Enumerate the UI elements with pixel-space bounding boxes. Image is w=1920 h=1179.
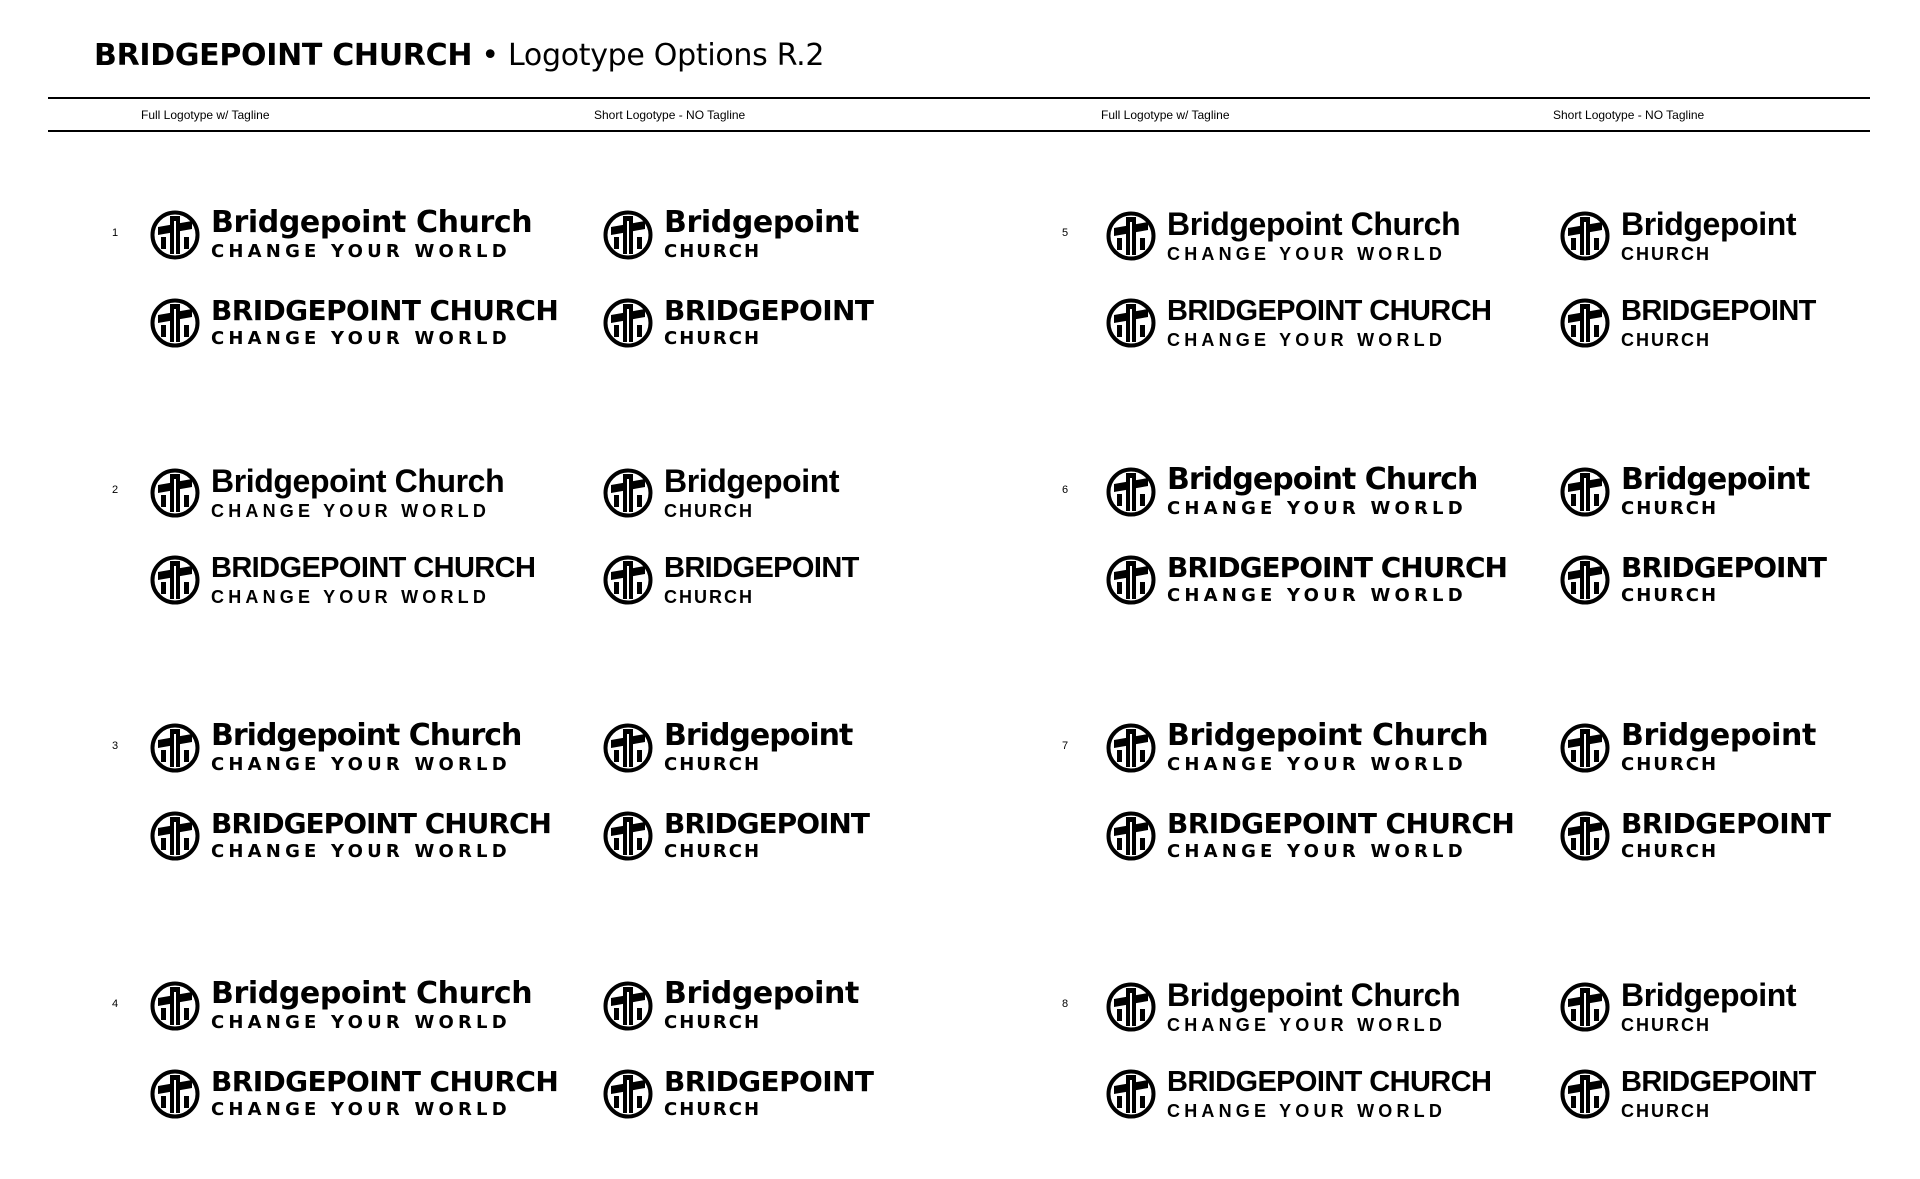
logo-tagline: CHANGE YOUR WORLD xyxy=(211,1099,511,1120)
logo-name: BRIDGEPOINT CHURCH xyxy=(211,294,559,327)
full-logotype-mixed-case xyxy=(1106,462,1478,519)
circle-cross-logo-icon xyxy=(1106,723,1156,773)
logo-name: Bridgepoint Church xyxy=(1167,718,1489,753)
logo-tagline: CHANGE YOUR WORLD xyxy=(1167,330,1447,350)
logo-wordmark xyxy=(1621,1068,1816,1120)
logo-name: BRIDGEPOINT CHURCH xyxy=(1167,295,1492,327)
circle-cross-logo-icon xyxy=(150,298,200,348)
full-logotype-mixed-case xyxy=(150,465,504,520)
circle-cross-logo-icon xyxy=(1560,555,1610,605)
logo-tagline: CHANGE YOUR WORLD xyxy=(1167,1101,1447,1121)
logo-wordmark xyxy=(211,465,504,520)
page-title-separator: • xyxy=(472,38,509,73)
logo-tagline: CHURCH xyxy=(1621,1101,1711,1121)
full-logotype-all-caps xyxy=(1106,297,1491,349)
logo-wordmark xyxy=(1621,208,1796,263)
short-logotype-all-caps xyxy=(603,554,859,606)
circle-cross-logo-icon xyxy=(603,298,653,348)
logo-wordmark xyxy=(211,976,533,1033)
logo-wordmark xyxy=(1621,718,1816,775)
header-rule-top xyxy=(48,97,1870,99)
logo-name: BRIDGEPOINT xyxy=(664,807,869,840)
logo-tagline: CHANGE YOUR WORLD xyxy=(211,1012,511,1033)
circle-cross-logo-icon xyxy=(1560,811,1610,861)
full-logotype-mixed-case xyxy=(1106,208,1460,263)
logo-name: Bridgepoint xyxy=(1621,977,1797,1013)
circle-cross-logo-icon xyxy=(150,1069,200,1119)
logo-wordmark xyxy=(1621,462,1810,519)
logo-wordmark xyxy=(664,807,869,862)
logo-wordmark xyxy=(664,718,853,775)
logo-wordmark xyxy=(1167,979,1460,1034)
full-logotype-mixed-case xyxy=(150,205,533,262)
logo-tagline: CHANGE YOUR WORLD xyxy=(211,754,511,775)
circle-cross-logo-icon xyxy=(150,210,200,260)
page-title-subtitle: Logotype Options R.2 xyxy=(508,38,825,73)
column-header-short-left: Short Logotype - NO Tagline xyxy=(594,108,746,122)
circle-cross-logo-icon xyxy=(1106,298,1156,348)
logo-name: Bridgepoint Church xyxy=(211,463,505,499)
short-logotype-all-caps xyxy=(1560,807,1831,862)
logo-tagline: CHURCH xyxy=(664,587,754,607)
logo-tagline: CHANGE YOUR WORLD xyxy=(1167,585,1467,606)
circle-cross-logo-icon xyxy=(1106,811,1156,861)
logo-wordmark xyxy=(211,807,551,862)
logo-tagline: CHURCH xyxy=(1621,1015,1711,1035)
circle-cross-logo-icon xyxy=(1560,211,1610,261)
logo-name: BRIDGEPOINT CHURCH xyxy=(1167,1066,1492,1098)
logo-wordmark xyxy=(664,294,874,349)
logo-name: Bridgepoint Church xyxy=(1167,462,1478,497)
logo-tagline: CHANGE YOUR WORLD xyxy=(211,587,491,607)
short-logotype-all-caps xyxy=(603,1065,874,1120)
logo-name: BRIDGEPOINT CHURCH xyxy=(211,552,536,584)
circle-cross-logo-icon xyxy=(1106,555,1156,605)
logo-name: Bridgepoint xyxy=(664,205,859,240)
logo-wordmark xyxy=(1167,297,1491,349)
short-logotype-all-caps xyxy=(1560,551,1826,606)
logo-tagline: CHANGE YOUR WORLD xyxy=(1167,841,1467,862)
column-header-short-right: Short Logotype - NO Tagline xyxy=(1553,108,1705,122)
logo-wordmark xyxy=(1167,551,1507,606)
logo-tagline: CHURCH xyxy=(1621,841,1719,862)
logo-tagline: CHURCH xyxy=(664,1099,762,1120)
logo-wordmark xyxy=(1167,718,1489,775)
logo-tagline: CHANGE YOUR WORLD xyxy=(211,328,511,349)
short-logotype-mixed-case xyxy=(603,718,853,775)
logo-name: BRIDGEPOINT CHURCH xyxy=(1167,807,1515,840)
header-rule-bottom xyxy=(48,130,1870,132)
short-logotype-mixed-case xyxy=(1560,208,1796,263)
logo-name: BRIDGEPOINT CHURCH xyxy=(211,1065,559,1098)
circle-cross-logo-icon xyxy=(1560,723,1610,773)
short-logotype-mixed-case xyxy=(1560,979,1796,1034)
logo-tagline: CHANGE YOUR WORLD xyxy=(211,241,511,262)
logo-tagline: CHURCH xyxy=(1621,585,1719,606)
short-logotype-mixed-case xyxy=(1560,718,1816,775)
circle-cross-logo-icon xyxy=(150,811,200,861)
full-logotype-mixed-case xyxy=(1106,718,1489,775)
logo-tagline: CHANGE YOUR WORLD xyxy=(1167,1015,1447,1035)
logo-name: BRIDGEPOINT xyxy=(1621,807,1831,840)
logo-tagline: CHURCH xyxy=(664,328,762,349)
logo-name: BRIDGEPOINT xyxy=(664,294,874,327)
page-title-brand: BRIDGEPOINT CHURCH xyxy=(94,38,473,73)
circle-cross-logo-icon xyxy=(1560,467,1610,517)
logo-wordmark xyxy=(1167,1068,1491,1120)
logo-name: Bridgepoint xyxy=(1621,718,1816,753)
short-logotype-all-caps xyxy=(603,294,874,349)
logo-tagline: CHURCH xyxy=(664,841,762,862)
short-logotype-all-caps xyxy=(1560,1068,1816,1120)
full-logotype-all-caps xyxy=(1106,1068,1491,1120)
circle-cross-logo-icon xyxy=(603,981,653,1031)
full-logotype-mixed-case xyxy=(1106,979,1460,1034)
logo-name: BRIDGEPOINT CHURCH xyxy=(1167,551,1507,584)
logo-name: BRIDGEPOINT xyxy=(1621,1066,1816,1098)
circle-cross-logo-icon xyxy=(1106,467,1156,517)
option-number: 2 xyxy=(111,484,119,496)
full-logotype-mixed-case xyxy=(150,718,522,775)
full-logotype-all-caps xyxy=(150,554,535,606)
page-title xyxy=(94,38,824,73)
logo-wordmark xyxy=(1167,807,1515,862)
logo-wordmark xyxy=(1167,208,1460,263)
logo-wordmark xyxy=(664,465,839,520)
short-logotype-all-caps xyxy=(603,807,869,862)
logo-wordmark xyxy=(664,205,859,262)
logo-name: BRIDGEPOINT xyxy=(664,552,859,584)
full-logotype-all-caps xyxy=(150,294,559,349)
circle-cross-logo-icon xyxy=(1560,1069,1610,1119)
logo-tagline: CHURCH xyxy=(1621,754,1719,775)
logo-wordmark xyxy=(211,554,535,606)
logo-wordmark xyxy=(211,205,533,262)
logo-tagline: CHURCH xyxy=(1621,330,1711,350)
logo-name: BRIDGEPOINT xyxy=(1621,551,1826,584)
logo-wordmark xyxy=(664,1065,874,1120)
full-logotype-mixed-case xyxy=(150,976,533,1033)
circle-cross-logo-icon xyxy=(150,555,200,605)
logo-wordmark xyxy=(664,554,859,606)
logo-tagline: CHANGE YOUR WORLD xyxy=(211,501,491,521)
short-logotype-mixed-case xyxy=(603,205,859,262)
circle-cross-logo-icon xyxy=(603,723,653,773)
short-logotype-all-caps xyxy=(1560,297,1816,349)
logo-wordmark xyxy=(211,294,559,349)
logo-name: BRIDGEPOINT xyxy=(1621,295,1816,327)
logo-name: Bridgepoint xyxy=(664,976,859,1011)
logo-wordmark xyxy=(1167,462,1478,519)
option-number: 4 xyxy=(111,998,119,1010)
logo-tagline: CHANGE YOUR WORLD xyxy=(1167,244,1447,264)
logo-name: Bridgepoint xyxy=(1621,462,1810,497)
logo-name: Bridgepoint xyxy=(1621,206,1797,242)
logo-name: BRIDGEPOINT xyxy=(664,1065,874,1098)
option-number: 7 xyxy=(1061,740,1069,752)
logo-tagline: CHURCH xyxy=(664,1012,762,1033)
circle-cross-logo-icon xyxy=(1106,1069,1156,1119)
logo-tagline: CHURCH xyxy=(1621,244,1711,264)
circle-cross-logo-icon xyxy=(150,468,200,518)
full-logotype-all-caps xyxy=(150,807,551,862)
logo-tagline: CHURCH xyxy=(664,241,762,262)
logo-name: Bridgepoint Church xyxy=(211,976,533,1011)
option-number: 1 xyxy=(111,227,119,239)
short-logotype-mixed-case xyxy=(603,976,859,1033)
logo-name: Bridgepoint Church xyxy=(1167,977,1461,1013)
circle-cross-logo-icon xyxy=(603,1069,653,1119)
circle-cross-logo-icon xyxy=(1560,982,1610,1032)
logo-wordmark xyxy=(211,1065,559,1120)
circle-cross-logo-icon xyxy=(603,555,653,605)
column-header-full-left: Full Logotype w/ Tagline xyxy=(141,108,270,122)
full-logotype-all-caps xyxy=(1106,807,1515,862)
logo-wordmark xyxy=(1621,551,1826,606)
logo-name: Bridgepoint xyxy=(664,463,840,499)
option-number: 8 xyxy=(1061,998,1069,1010)
logo-tagline: CHANGE YOUR WORLD xyxy=(211,841,511,862)
logo-name: BRIDGEPOINT CHURCH xyxy=(211,807,551,840)
logo-name: Bridgepoint Church xyxy=(211,718,522,753)
full-logotype-all-caps xyxy=(1106,551,1507,606)
logo-wordmark xyxy=(1621,297,1816,349)
logo-name: Bridgepoint xyxy=(664,718,853,753)
short-logotype-mixed-case xyxy=(603,465,839,520)
circle-cross-logo-icon xyxy=(1106,211,1156,261)
logo-tagline: CHURCH xyxy=(664,754,762,775)
option-number: 6 xyxy=(1061,484,1069,496)
circle-cross-logo-icon xyxy=(603,210,653,260)
logo-name: Bridgepoint Church xyxy=(211,205,533,240)
logo-wordmark xyxy=(1621,807,1831,862)
logo-tagline: CHANGE YOUR WORLD xyxy=(1167,498,1467,519)
logo-tagline: CHANGE YOUR WORLD xyxy=(1167,754,1467,775)
short-logotype-mixed-case xyxy=(1560,462,1810,519)
circle-cross-logo-icon xyxy=(1560,298,1610,348)
full-logotype-all-caps xyxy=(150,1065,559,1120)
circle-cross-logo-icon xyxy=(603,468,653,518)
circle-cross-logo-icon xyxy=(150,723,200,773)
logo-wordmark xyxy=(664,976,859,1033)
logo-tagline: CHURCH xyxy=(1621,498,1719,519)
circle-cross-logo-icon xyxy=(150,981,200,1031)
column-header-full-right: Full Logotype w/ Tagline xyxy=(1101,108,1230,122)
circle-cross-logo-icon xyxy=(1106,982,1156,1032)
option-number: 3 xyxy=(111,740,119,752)
option-number: 5 xyxy=(1061,227,1069,239)
logo-name: Bridgepoint Church xyxy=(1167,206,1461,242)
logo-tagline: CHURCH xyxy=(664,501,754,521)
logo-wordmark xyxy=(1621,979,1796,1034)
circle-cross-logo-icon xyxy=(603,811,653,861)
logo-wordmark xyxy=(211,718,522,775)
